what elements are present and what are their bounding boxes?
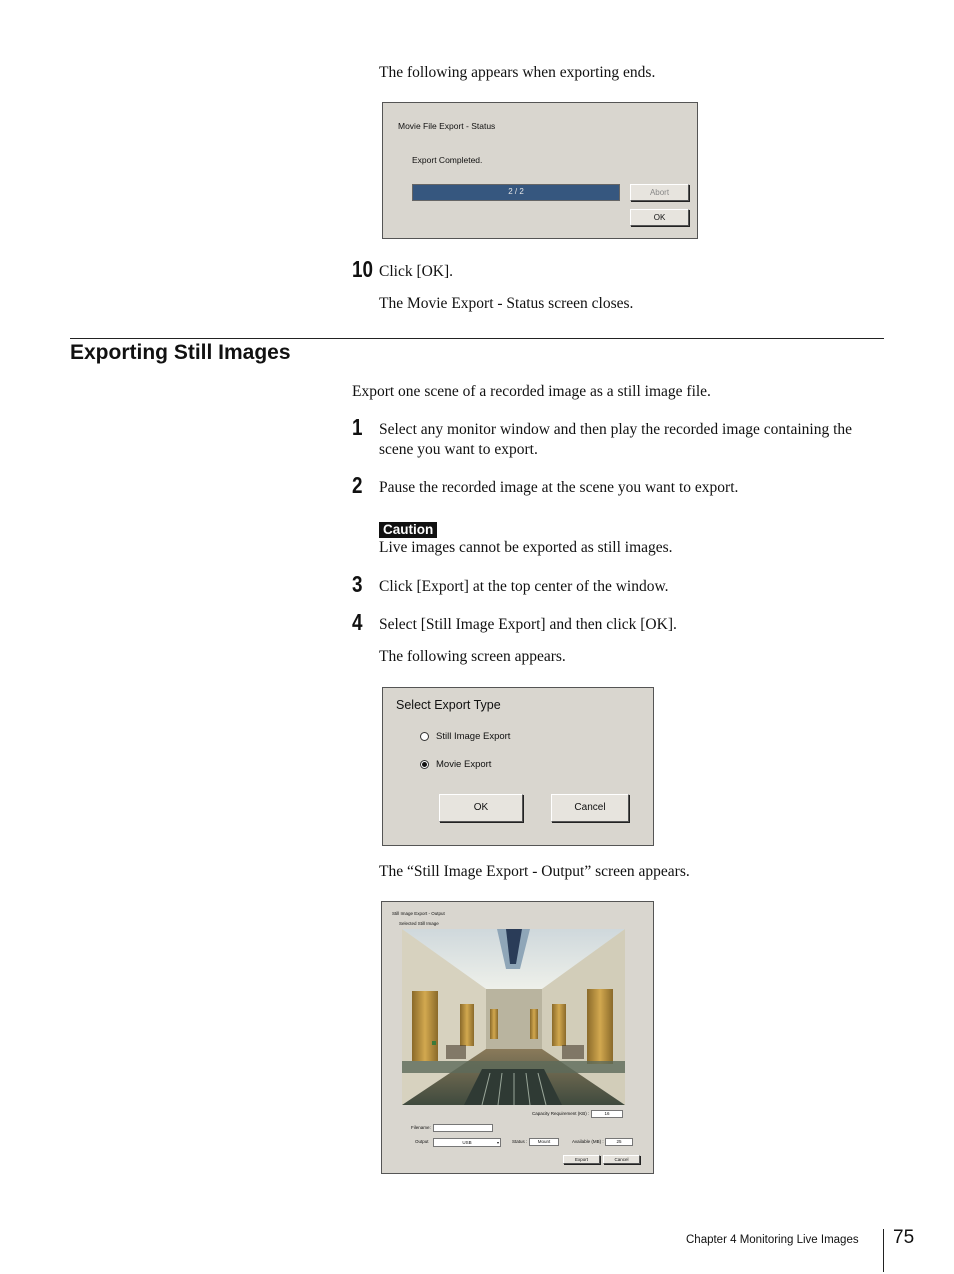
radio-label: Movie Export	[436, 759, 492, 770]
caution-text: Live images cannot be exported as still images.	[379, 539, 673, 556]
step-text: Pause the recorded image at the scene you want to export.	[379, 479, 739, 496]
dialog-title: Select Export Type	[396, 698, 501, 712]
step-number: 2	[352, 472, 363, 498]
capacity-label: Capacity Requirement (KB) :	[532, 1111, 590, 1116]
step-number: 1	[352, 414, 363, 440]
output-label: Output	[415, 1139, 429, 1144]
status-label: Status :	[512, 1139, 528, 1144]
step-note: The Movie Export - Status screen closes.	[379, 295, 634, 312]
radio-unselected-icon	[420, 732, 429, 741]
progress-text: 2 / 2	[508, 187, 524, 196]
selected-still-image	[402, 929, 625, 1105]
ok-button[interactable]: OK	[439, 794, 523, 822]
status-message: Export Completed.	[412, 155, 483, 165]
step-text: Click [Export] at the top center of the window.	[379, 578, 669, 595]
dialog-title: Movie File Export - Status	[398, 121, 496, 131]
still-image-export-output-dialog	[381, 901, 654, 1174]
page-number: 75	[893, 1227, 915, 1248]
section-rule	[70, 338, 884, 339]
intro-text: The following appears when exporting ends.	[379, 64, 656, 81]
mall-interior-image	[402, 929, 625, 1105]
output-value: USB	[462, 1140, 472, 1145]
cancel-button[interactable]: Cancel	[603, 1155, 640, 1164]
export-button[interactable]: Export	[563, 1155, 600, 1164]
progress-bar	[412, 184, 620, 201]
step-text: Click [OK].	[379, 263, 454, 280]
step-number: 4	[352, 609, 363, 635]
radio-label: Still Image Export	[436, 731, 511, 742]
filename-label: Filename:	[411, 1125, 431, 1130]
radio-selected-icon	[420, 760, 429, 769]
step-text: Select any monitor window and then play the recorded image containing the scene you want to export.	[379, 421, 853, 458]
step-number: 3	[352, 571, 363, 597]
step-note: The following screen appears.	[379, 648, 566, 665]
dialog-note: The “Still Image Export - Output” screen appears.	[379, 863, 690, 880]
dialog-title: Still Image Export - Output	[392, 911, 445, 916]
capacity-field: 16	[591, 1110, 623, 1118]
ok-button[interactable]: OK	[630, 209, 689, 226]
footer-chapter: Chapter 4 Monitoring Live Images	[686, 1234, 859, 1246]
select-export-type-dialog	[382, 687, 654, 846]
step-number: 10	[352, 256, 373, 282]
footer-divider	[883, 1229, 884, 1272]
status-field: Mount	[529, 1138, 559, 1146]
filename-input[interactable]	[433, 1124, 493, 1132]
chevron-down-icon: ▾	[496, 1140, 499, 1145]
available-field: 25	[605, 1138, 633, 1146]
output-select[interactable]	[433, 1138, 501, 1147]
caution-label: Caution	[379, 522, 437, 538]
abort-button[interactable]: Abort	[630, 184, 689, 201]
section-intro: Export one scene of a recorded image as a still image file.	[352, 383, 711, 400]
cancel-button[interactable]: Cancel	[551, 794, 629, 822]
available-label: Available (MB) :	[572, 1139, 604, 1144]
group-label: Selected Still Image	[399, 921, 439, 926]
movie-export-status-dialog	[382, 102, 698, 239]
section-title: Exporting Still Images	[70, 341, 291, 364]
step-text: Select [Still Image Export] and then click [OK].	[379, 616, 677, 633]
